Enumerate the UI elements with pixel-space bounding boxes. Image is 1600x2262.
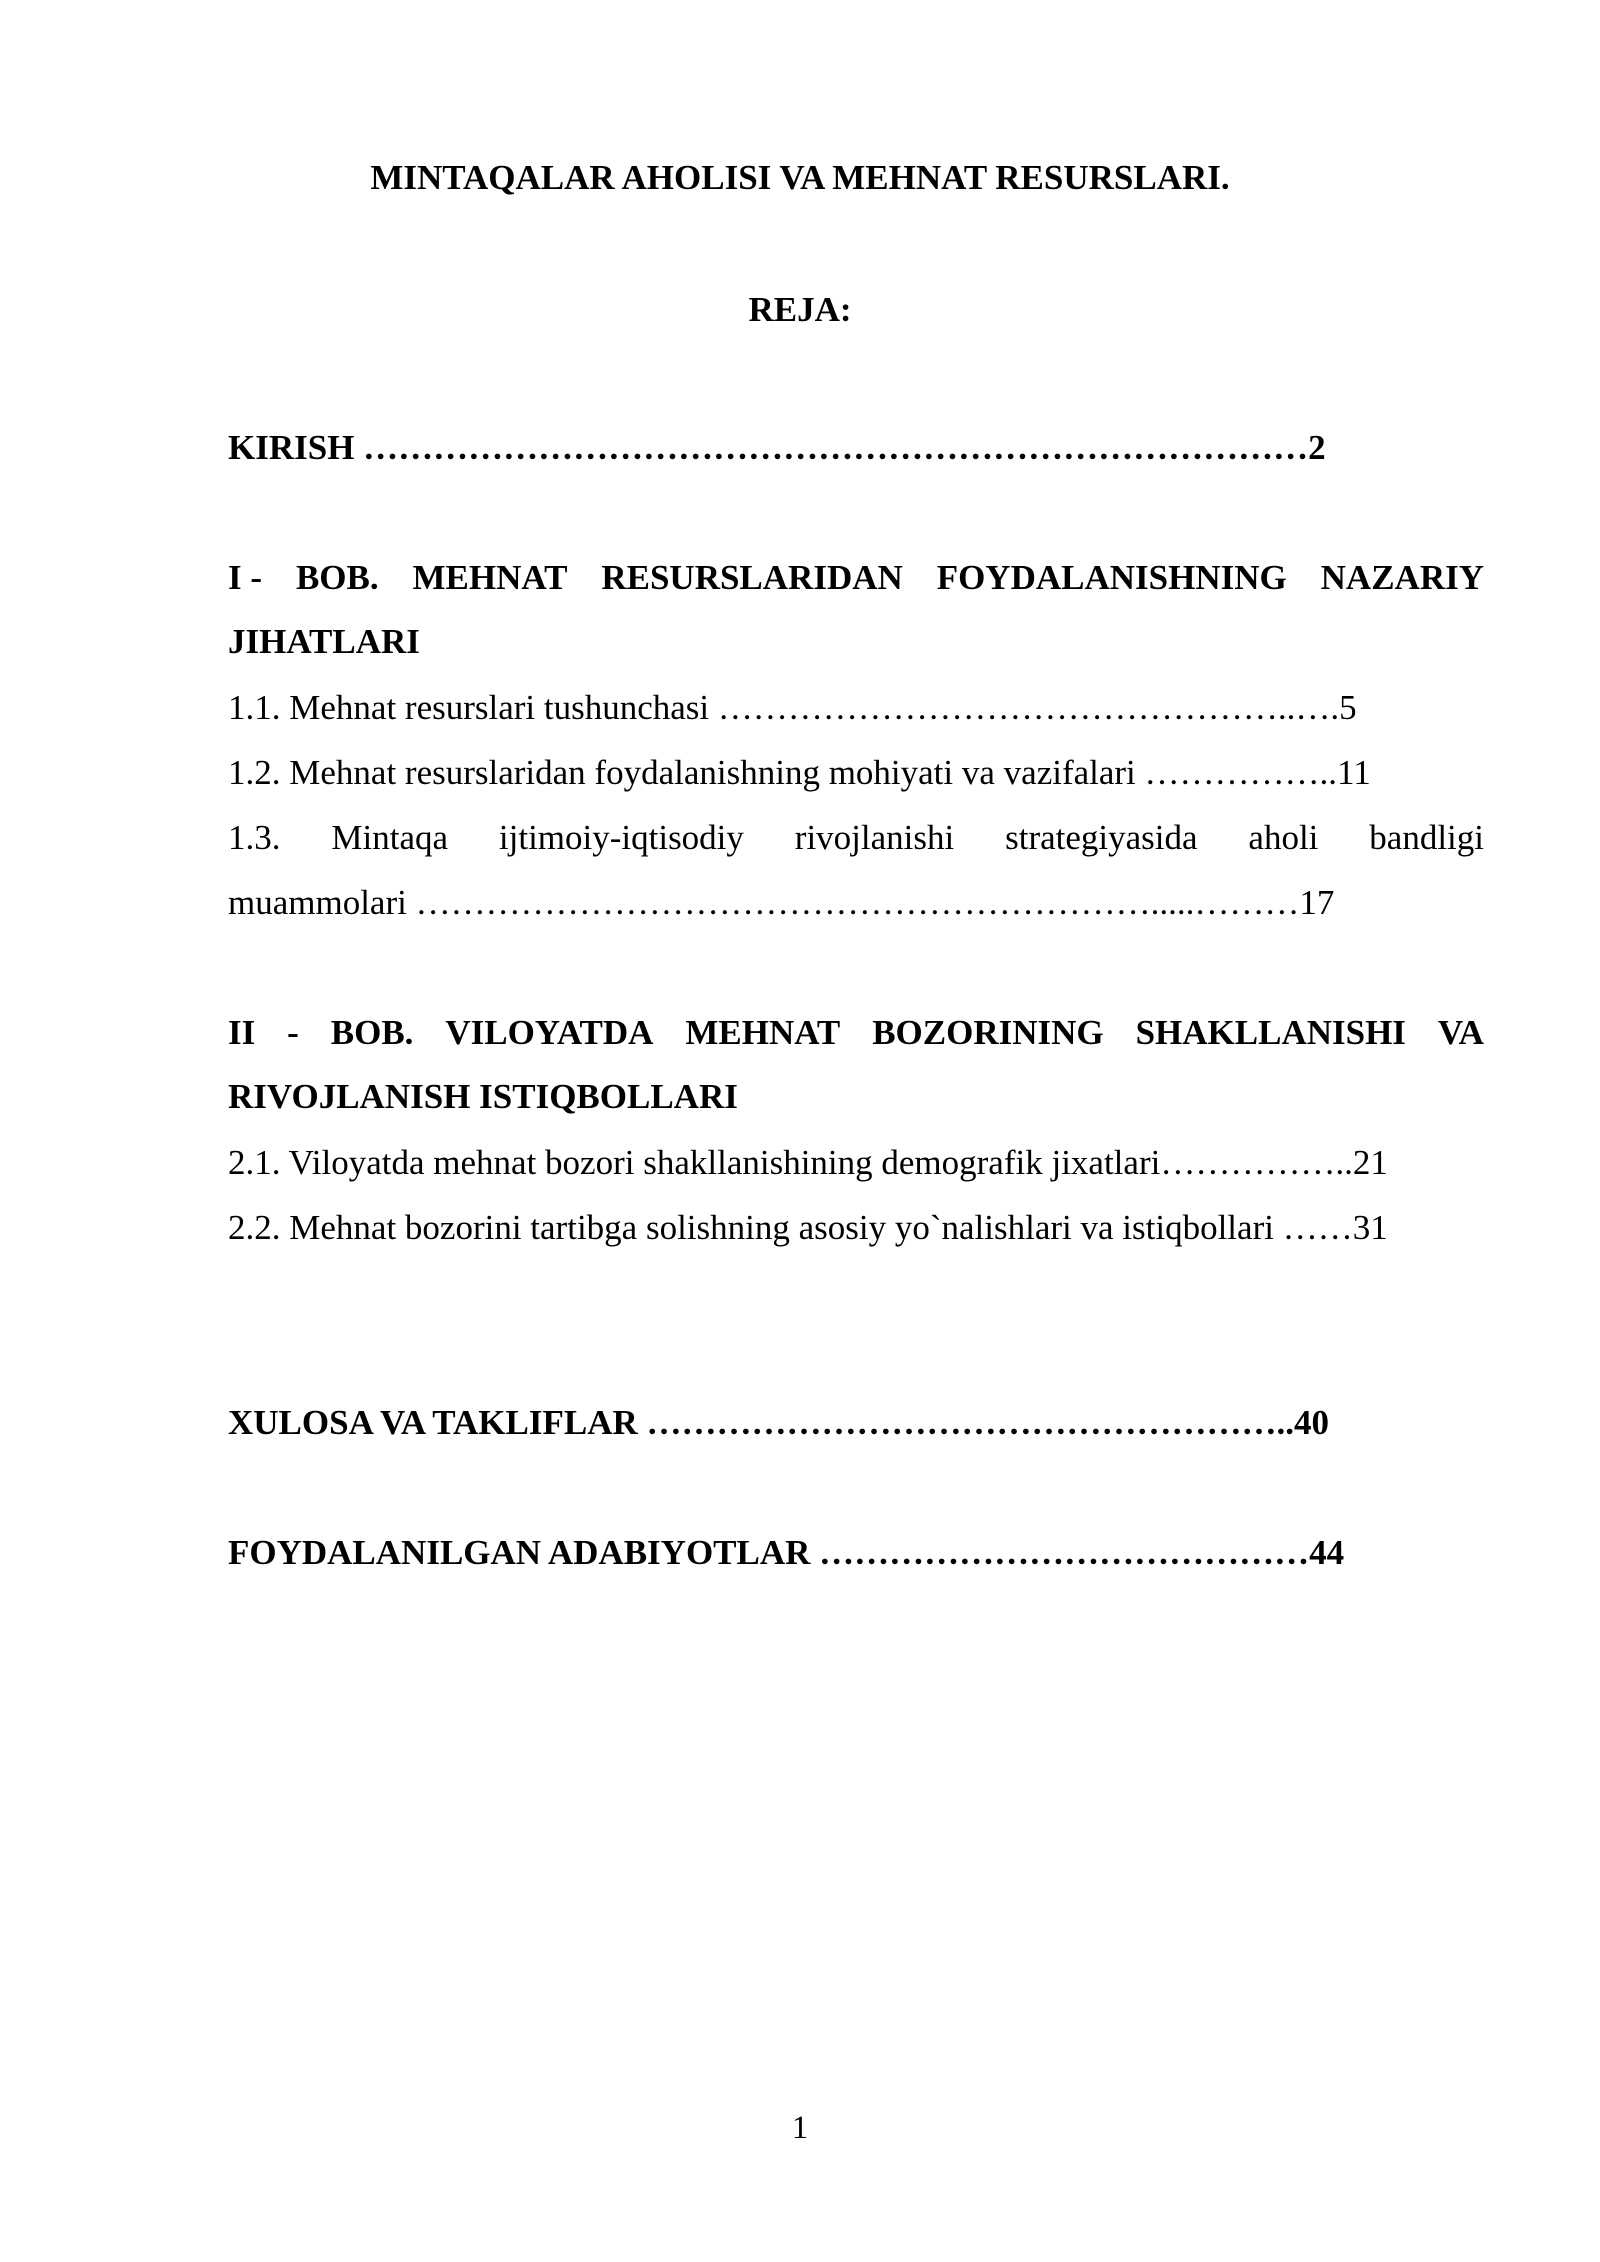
toc-entry-word: rivojlanishi — [794, 818, 955, 857]
plan-heading: REJA: — [748, 290, 852, 329]
toc-chapter2-word: - — [287, 1013, 299, 1052]
toc-chapter2-word: BOZORINING — [872, 1013, 1104, 1052]
toc-entry-2-1: 2.1. Viloyatda mehnat bozori shakllanishining demografik jixatlari……………..21 — [228, 1143, 1388, 1182]
toc-entry-word: Mintaqa — [331, 818, 449, 857]
toc-chapter2-word: MEHNAT — [685, 1013, 841, 1052]
toc-chapter1-word: I - — [228, 558, 263, 597]
toc-entry-1-1: 1.1. Mehnat resurslari tushunchasi …………………………………………..….5 — [228, 688, 1357, 727]
toc-entry-intro: KIRISH ………………………………………………………………………2 — [228, 428, 1326, 467]
toc-chapter2-word: BOB. — [330, 1013, 414, 1052]
toc-chapter2-word: SHAKLLANISHI — [1135, 1013, 1406, 1052]
toc-chapter1-word: MEHNAT — [412, 558, 568, 597]
toc-chapter1-word: NAZARIY — [1320, 558, 1484, 597]
toc-entry-1-2: 1.2. Mehnat resurslaridan foydalanishning mohiyati va vazifalari ……………..11 — [228, 753, 1371, 792]
toc-entry-references: FOYDALANILGAN ADABIYOTLAR ……………………………………44 — [228, 1533, 1345, 1572]
toc-chapter2-heading — [228, 1013, 1484, 1053]
toc-entry-word: aholi — [1248, 818, 1319, 857]
toc-chapter1-heading — [228, 558, 1484, 598]
toc-chapter2-word: VILOYATDA — [445, 1013, 654, 1052]
toc-chapter1-word: BOB. — [295, 558, 379, 597]
document-title: MINTAQALAR AHOLISI VA MEHNAT RESURSLARI. — [370, 158, 1230, 197]
toc-chapter2-word: VA — [1437, 1013, 1484, 1052]
toc-entry-word: strategiyasida — [1005, 818, 1198, 857]
toc-entry-1-3 — [228, 818, 1484, 858]
toc-chapter1-heading-cont: JIHATLARI — [228, 622, 420, 661]
toc-chapter2-word: II — [228, 1013, 256, 1052]
toc-entry-word: ijtimoiy-iqtisodiy — [498, 818, 744, 857]
toc-entry-2-2: 2.2. Mehnat bozorini tartibga solishning asosiy yo`nalishlari va istiqbollari ……31 — [228, 1208, 1388, 1247]
toc-chapter1-word: FOYDALANISHNING — [936, 558, 1287, 597]
toc-entry-word: 1.3. — [228, 818, 281, 857]
toc-entry-conclusion: XULOSA VA TAKLIFLAR ………………………………………………..40 — [228, 1403, 1330, 1442]
toc-entry-word: bandligi — [1369, 818, 1484, 857]
toc-entry-1-3-cont: muammolari ……………………………………………………….....………17 — [228, 883, 1335, 922]
toc-chapter1-word: RESURSLARIDAN — [601, 558, 903, 597]
page-number: 1 — [791, 2110, 809, 2146]
toc-chapter2-heading-cont: RIVOJLANISH ISTIQBOLLARI — [228, 1077, 738, 1116]
